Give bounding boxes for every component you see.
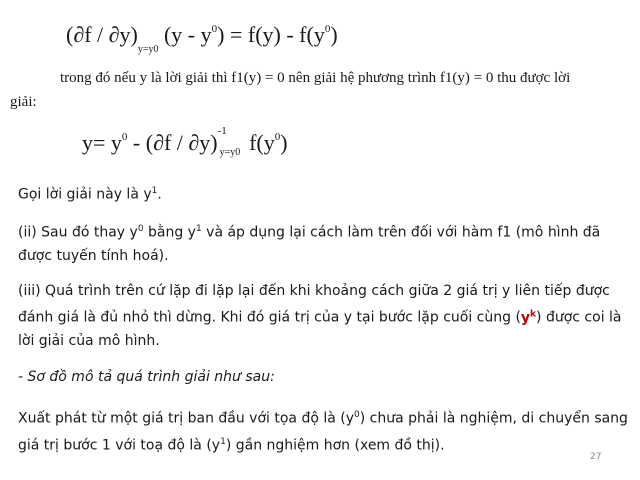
paragraph-step-iii [18, 280, 628, 353]
p5-part-b: ) chưa phải là nghiệm, di chuyển sang giá trị bước 1 với toạ độ là (y [18, 410, 628, 454]
eq2-end: ) [280, 130, 288, 155]
p2-part-c: và áp dụng lại cách làm trên đối với hàm f1 (mô hình đã được tuyến tính hoá). [18, 224, 601, 264]
eq2-superscript-1: 0 [121, 131, 128, 143]
eq1-lhs: (∂f / ∂y) [66, 22, 138, 47]
eq2-start: y= y [82, 130, 122, 155]
p5-superscript-0: 0 [354, 410, 360, 420]
p3-highlight-y: y [520, 309, 531, 326]
p1-superscript: 1 [151, 186, 158, 196]
eq2-mid: - (∂f / ∂y) [127, 130, 218, 155]
p2-superscript-0: 0 [137, 224, 144, 234]
prose-line-2: giải: [10, 94, 37, 110]
eq1-mid: (y - y [158, 22, 212, 47]
p3-highlight-superscript: k [530, 309, 537, 319]
eq1-mid-superscript: 0 [211, 23, 218, 35]
p1-text: Gọi lời giải này là y [18, 186, 152, 203]
p5-superscript-1: 1 [220, 436, 226, 447]
equation-linearization [66, 22, 338, 55]
eq2-inverse-exponent: -1 [217, 124, 227, 137]
equation-solution [82, 124, 288, 158]
p2-superscript-1: 1 [195, 224, 202, 234]
eq1-end: ) [330, 22, 338, 47]
p3-part-a: (iii) Quá trình trên cứ lặp đi lặp lại đến khi khoảng cách giữa 2 giá trị y liên tiếp được đánh giá là đủ nhỏ thì dừng. Khi đó giá trị của y tại bước lặp cuối cùng ( [18, 283, 610, 326]
p1-end: . [157, 186, 162, 203]
eq2-evaluation-subscript: y=y0 [219, 146, 241, 158]
p5-part-a: Xuất phát từ một giá trị ban đầu với tọa độ là (y [18, 410, 355, 427]
p3-highlight-yk [521, 310, 536, 326]
p2-part-b: bằng y [143, 224, 196, 241]
p3-part-b: ) được coi là lời giải của mô hình. [18, 309, 622, 349]
eq2-superscript-2: 0 [274, 131, 281, 143]
paragraph-starting-point [18, 404, 628, 457]
prose-line-1: trong đó nếu y là lời giải thì f1(y) = 0 nên giải hệ phương trình f1(y) = 0 thu được lời [60, 70, 571, 86]
eq2-script-stack [217, 124, 244, 158]
eq1-rhs: ) = f(y) - f(y [217, 22, 325, 47]
paragraph-diagram-intro: - Sơ đồ mô tả quá trình giải như sau: [18, 369, 275, 385]
paragraph-step-ii [18, 218, 628, 268]
p2-part-a: (ii) Sau đó thay y [18, 224, 138, 241]
eq1-rhs-superscript: 0 [324, 23, 331, 35]
p5-part-c: ) gần nghiệm hơn (xem đồ thị). [225, 437, 445, 454]
eq1-lhs-subscript: y=y0 [137, 44, 159, 55]
paragraph-solution-name [18, 180, 628, 207]
page-number: 27 [590, 452, 602, 462]
eq2-tail: f(y [243, 130, 275, 155]
